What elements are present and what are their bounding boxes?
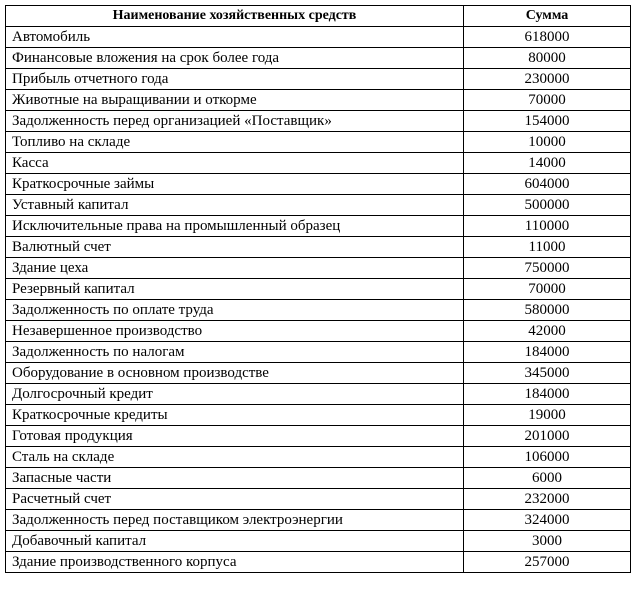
- item-amount-cell: 232000: [464, 489, 631, 510]
- item-name-cell: Здание цеха: [6, 258, 464, 279]
- item-name-cell: Финансовые вложения на срок более года: [6, 48, 464, 69]
- item-name-cell: Расчетный счет: [6, 489, 464, 510]
- item-name-cell: Незавершенное производство: [6, 321, 464, 342]
- item-amount-cell: 70000: [464, 279, 631, 300]
- item-amount-cell: 184000: [464, 384, 631, 405]
- table-row: [6, 405, 631, 426]
- item-name-cell: Прибыль отчетного года: [6, 69, 464, 90]
- item-amount-cell: 6000: [464, 468, 631, 489]
- item-amount-cell: 580000: [464, 300, 631, 321]
- item-amount-cell: 618000: [464, 27, 631, 48]
- item-name-cell: Задолженность по оплате труда: [6, 300, 464, 321]
- item-name-cell: Касса: [6, 153, 464, 174]
- item-name-cell: Автомобиль: [6, 27, 464, 48]
- item-amount-cell: 3000: [464, 531, 631, 552]
- item-name-cell: Сталь на складе: [6, 447, 464, 468]
- item-amount-cell: 154000: [464, 111, 631, 132]
- item-name-cell: Валютный счет: [6, 237, 464, 258]
- assets-table: [5, 5, 631, 573]
- item-name-cell: Оборудование в основном производстве: [6, 363, 464, 384]
- item-name-cell: Здание производственного корпуса: [6, 552, 464, 573]
- column-header-amount: Сумма: [464, 6, 631, 27]
- table-row: [6, 447, 631, 468]
- table-row: [6, 216, 631, 237]
- item-name-cell: Долгосрочный кредит: [6, 384, 464, 405]
- item-amount-cell: 500000: [464, 195, 631, 216]
- table-row: [6, 174, 631, 195]
- table-row: [6, 258, 631, 279]
- item-name-cell: Готовая продукция: [6, 426, 464, 447]
- table-row: [6, 48, 631, 69]
- item-amount-cell: 324000: [464, 510, 631, 531]
- table-row: [6, 111, 631, 132]
- table-row: [6, 321, 631, 342]
- table-row: [6, 153, 631, 174]
- item-amount-cell: 110000: [464, 216, 631, 237]
- item-amount-cell: 257000: [464, 552, 631, 573]
- item-amount-cell: 184000: [464, 342, 631, 363]
- table-row: [6, 426, 631, 447]
- item-name-cell: Топливо на складе: [6, 132, 464, 153]
- table-row: [6, 363, 631, 384]
- item-name-cell: Запасные части: [6, 468, 464, 489]
- table-row: [6, 384, 631, 405]
- table-row: [6, 195, 631, 216]
- table-row: [6, 552, 631, 573]
- table-row: [6, 468, 631, 489]
- item-amount-cell: 70000: [464, 90, 631, 111]
- item-name-cell: Задолженность перед организацией «Поставщик»: [6, 111, 464, 132]
- item-amount-cell: 604000: [464, 174, 631, 195]
- table-body: [6, 27, 631, 573]
- table-row: [6, 237, 631, 258]
- item-amount-cell: 14000: [464, 153, 631, 174]
- table-row: [6, 342, 631, 363]
- item-amount-cell: 10000: [464, 132, 631, 153]
- table-row: [6, 510, 631, 531]
- table-row: [6, 69, 631, 90]
- item-amount-cell: 230000: [464, 69, 631, 90]
- item-name-cell: Задолженность перед поставщиком электроэнергии: [6, 510, 464, 531]
- item-amount-cell: 201000: [464, 426, 631, 447]
- item-amount-cell: 11000: [464, 237, 631, 258]
- table-row: [6, 132, 631, 153]
- item-name-cell: Животные на выращивании и откорме: [6, 90, 464, 111]
- item-amount-cell: 750000: [464, 258, 631, 279]
- item-name-cell: Добавочный капитал: [6, 531, 464, 552]
- item-name-cell: Краткосрочные займы: [6, 174, 464, 195]
- item-amount-cell: 345000: [464, 363, 631, 384]
- table-row: [6, 90, 631, 111]
- table-row: [6, 27, 631, 48]
- column-header-name: Наименование хозяйственных средств: [6, 6, 464, 27]
- table-row: [6, 489, 631, 510]
- table-row: [6, 300, 631, 321]
- item-name-cell: Исключительные права на промышленный образец: [6, 216, 464, 237]
- item-name-cell: Резервный капитал: [6, 279, 464, 300]
- table-row: [6, 531, 631, 552]
- item-amount-cell: 106000: [464, 447, 631, 468]
- item-name-cell: Уставный капитал: [6, 195, 464, 216]
- table-row: [6, 279, 631, 300]
- table-header-row: [6, 6, 631, 27]
- item-name-cell: Краткосрочные кредиты: [6, 405, 464, 426]
- item-amount-cell: 80000: [464, 48, 631, 69]
- item-amount-cell: 42000: [464, 321, 631, 342]
- item-name-cell: Задолженность по налогам: [6, 342, 464, 363]
- item-amount-cell: 19000: [464, 405, 631, 426]
